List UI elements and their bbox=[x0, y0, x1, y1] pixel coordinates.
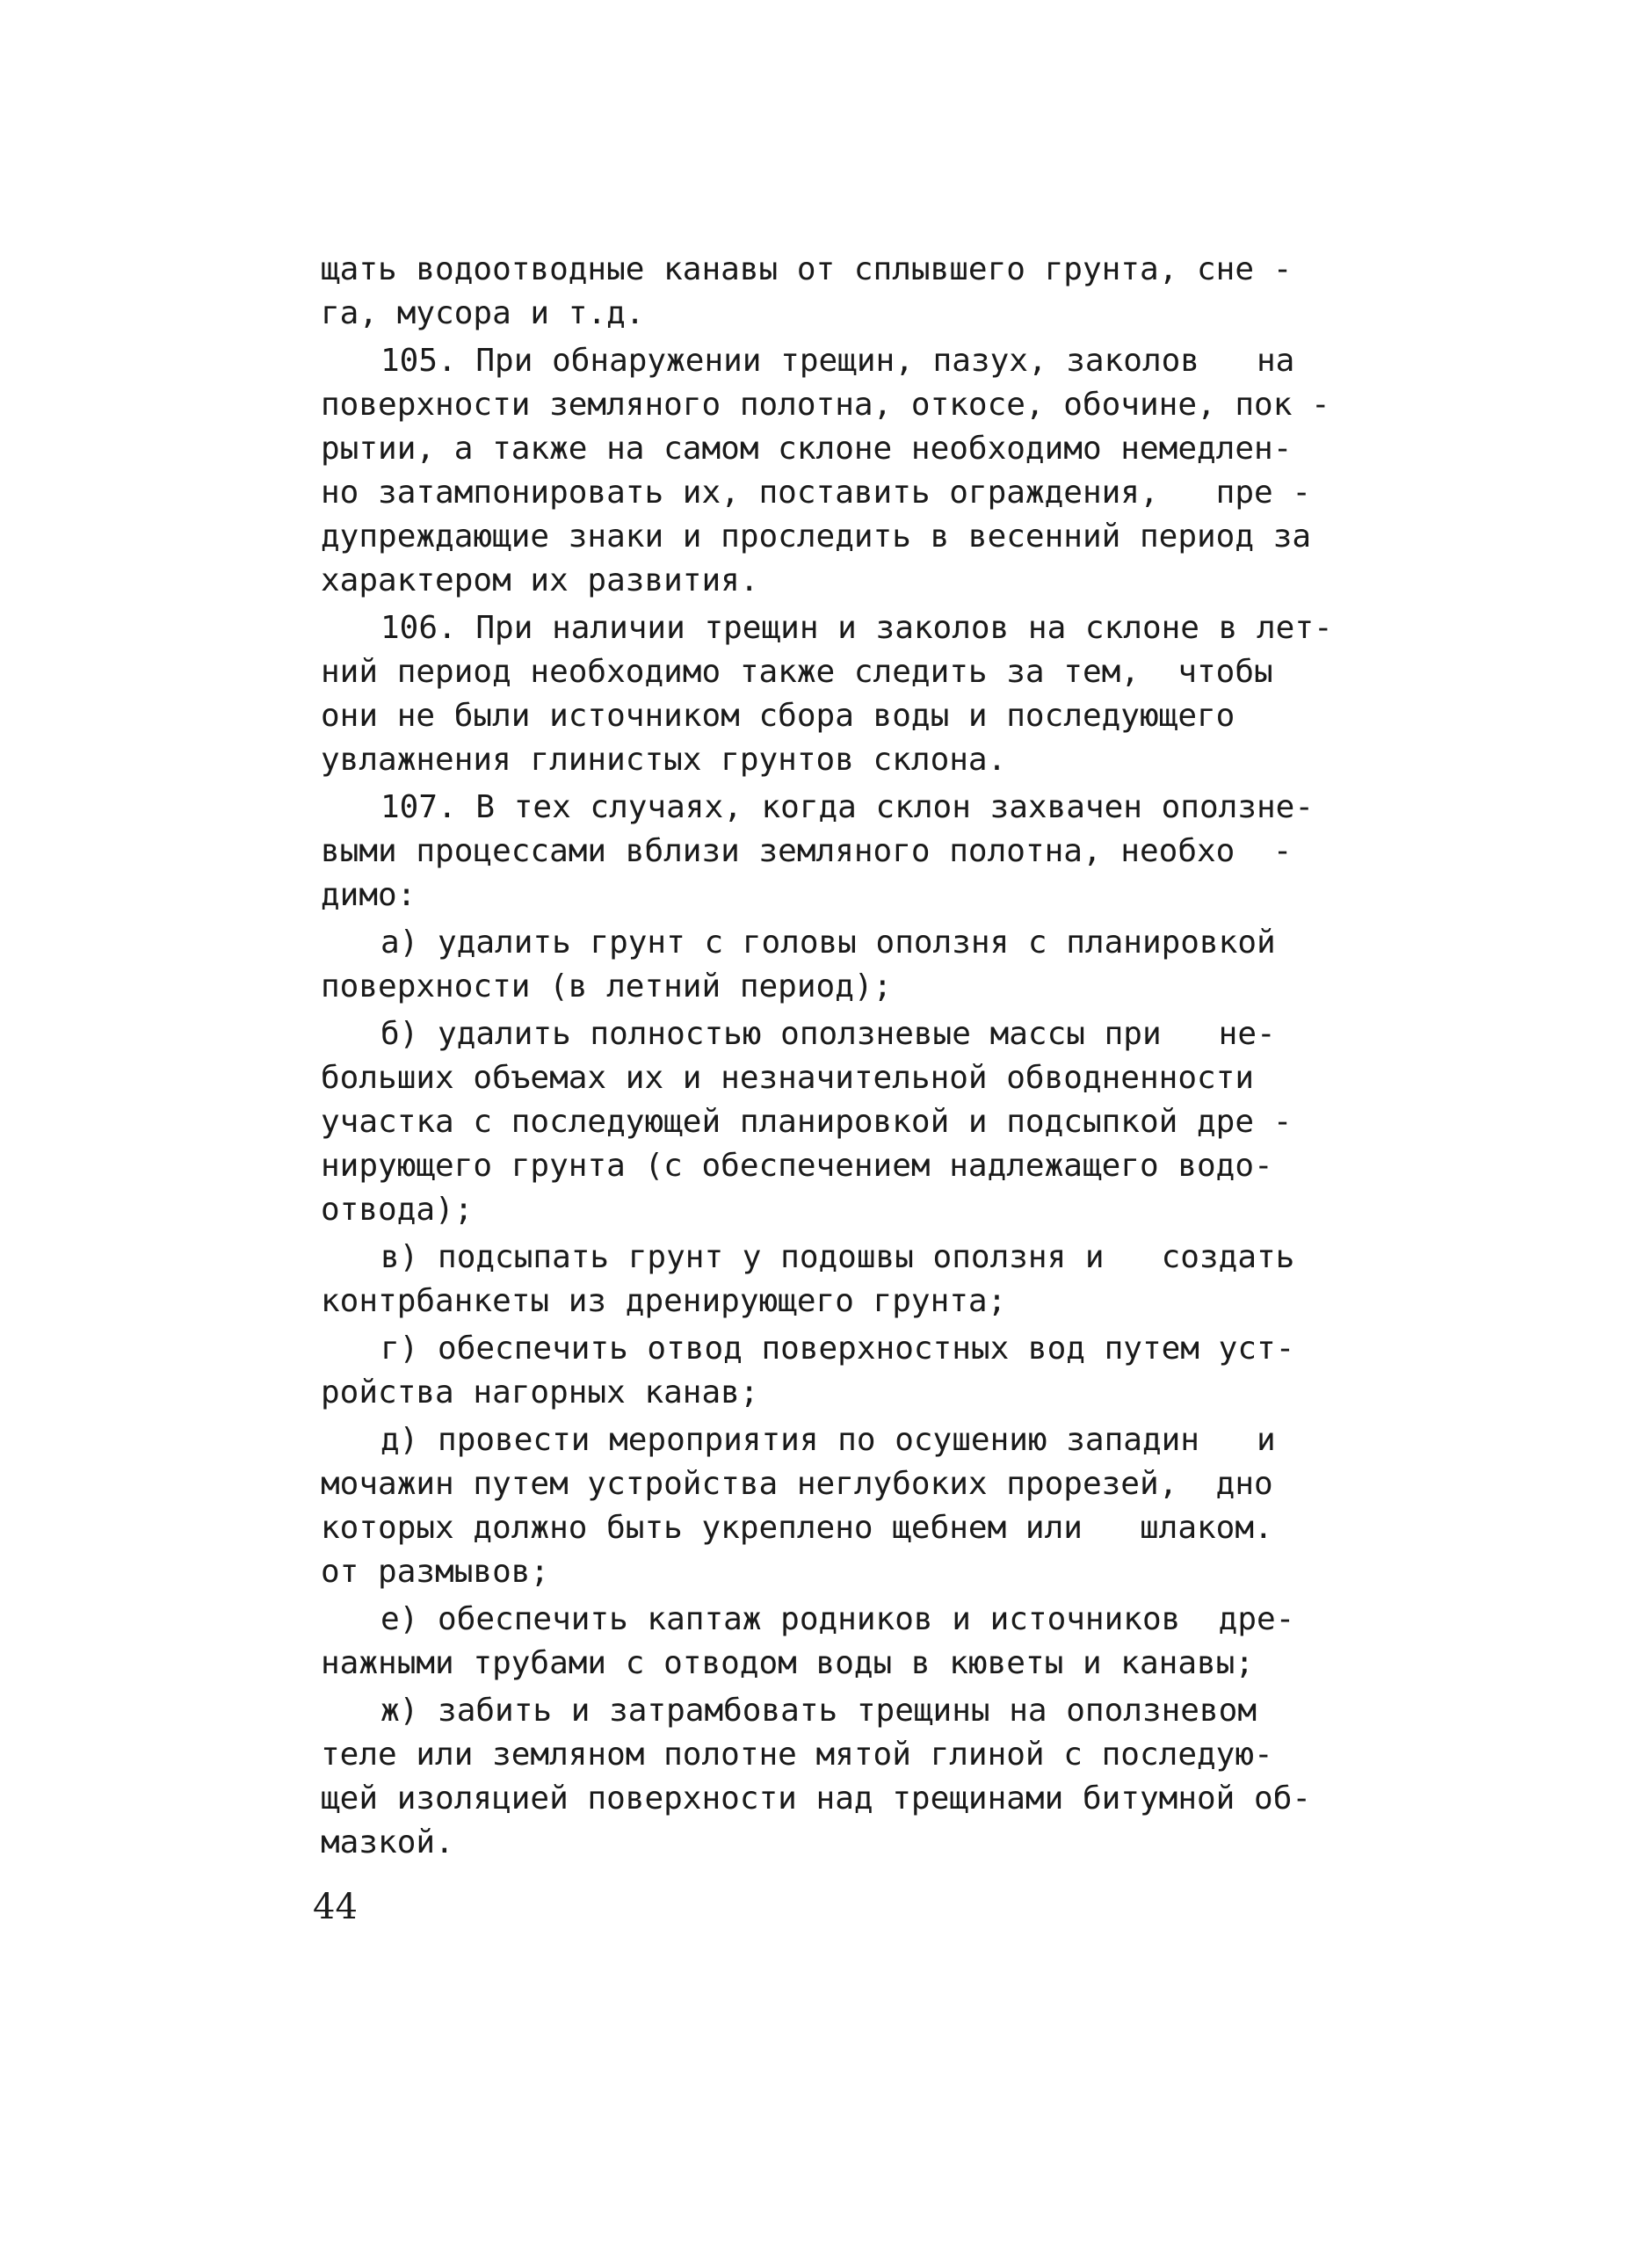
list-item-a: а) удалить грунт с головы оползня с планировкой bbox=[380, 925, 1276, 961]
list-item-b: б) удалить полностью оползневые массы при не- bbox=[380, 1016, 1276, 1052]
list-item-v: в) подсыпать грунт у подошвы оползня и создать bbox=[380, 1239, 1295, 1275]
text-line: поверхности (в летний период); bbox=[321, 968, 893, 1004]
text-line: характером их развития. bbox=[321, 562, 759, 598]
text-line: но затампонировать их, поставить ограждения, пре - bbox=[321, 475, 1312, 511]
list-item-g: г) обеспечить отвод поверхностных вод путем уст- bbox=[380, 1331, 1295, 1367]
text-line: больших объемах их и незначительной обводненности bbox=[321, 1060, 1255, 1096]
text-line: ройства нагорных канав; bbox=[321, 1374, 759, 1411]
text-line: мазкой. bbox=[321, 1824, 454, 1860]
text-line: участка с последующей планировкой и подсыпкой дре - bbox=[321, 1104, 1293, 1140]
text-line: щать водоотводные канавы от сплывшего грунта, сне - bbox=[321, 251, 1293, 287]
text-line: нажными трубами с отводом воды в кюветы и канавы; bbox=[321, 1645, 1255, 1681]
text-line: увлажнения глинистых грунтов склона. bbox=[321, 742, 1007, 778]
text-line: которых должно быть укреплено щебнем или шлаком. bbox=[321, 1510, 1273, 1546]
text-line: нирующего грунта (с обеспечением надлежащего водо- bbox=[321, 1148, 1273, 1184]
text-line: димо: bbox=[321, 877, 417, 913]
list-item-d: д) провести мероприятия по осушению западин и bbox=[380, 1422, 1276, 1458]
text-line: мочажин путем устройства неглубоких прорезей, дно bbox=[321, 1466, 1273, 1502]
text-line: га, мусора и т.д. bbox=[321, 295, 645, 331]
body-text bbox=[321, 248, 1437, 1865]
list-item-zh: ж) забить и затрамбовать трещины на оползневом bbox=[380, 1693, 1257, 1729]
text-line: они не были источником сбора воды и последующего bbox=[321, 698, 1235, 734]
text-line: контрбанкеты из дренирующего грунта; bbox=[321, 1283, 1007, 1319]
text-line: щей изоляцией поверхности над трещинами битумной об- bbox=[321, 1780, 1312, 1817]
text-line: дупреждающие знаки и проследить в весенний период за bbox=[321, 519, 1312, 555]
list-item-e: е) обеспечить каптаж родников и источников дре- bbox=[380, 1601, 1295, 1637]
text-line: рытии, а также на самом склоне необходимо немедлен- bbox=[321, 431, 1293, 467]
text-line: выми процессами вблизи земляного полотна, необхо - bbox=[321, 833, 1293, 869]
text-line: ний период необходимо также следить за тем, чтобы bbox=[321, 654, 1273, 690]
text-line: теле или земляном полотне мятой глиной с последую- bbox=[321, 1737, 1273, 1773]
paragraph-106-start: 106. При наличии трещин и заколов на склоне в лет- bbox=[380, 610, 1333, 646]
text-line: поверхности земляного полотна, откосе, обочине, пок - bbox=[321, 387, 1330, 423]
paragraph-105-start: 105. При обнаружении трещин, пазух, заколов на bbox=[380, 343, 1295, 379]
text-line: отвода); bbox=[321, 1192, 474, 1228]
paragraph-107-start: 107. В тех случаях, когда склон захвачен оползне- bbox=[380, 789, 1315, 825]
page-number: 44 bbox=[313, 1887, 358, 1927]
text-line: от размывов; bbox=[321, 1554, 550, 1590]
